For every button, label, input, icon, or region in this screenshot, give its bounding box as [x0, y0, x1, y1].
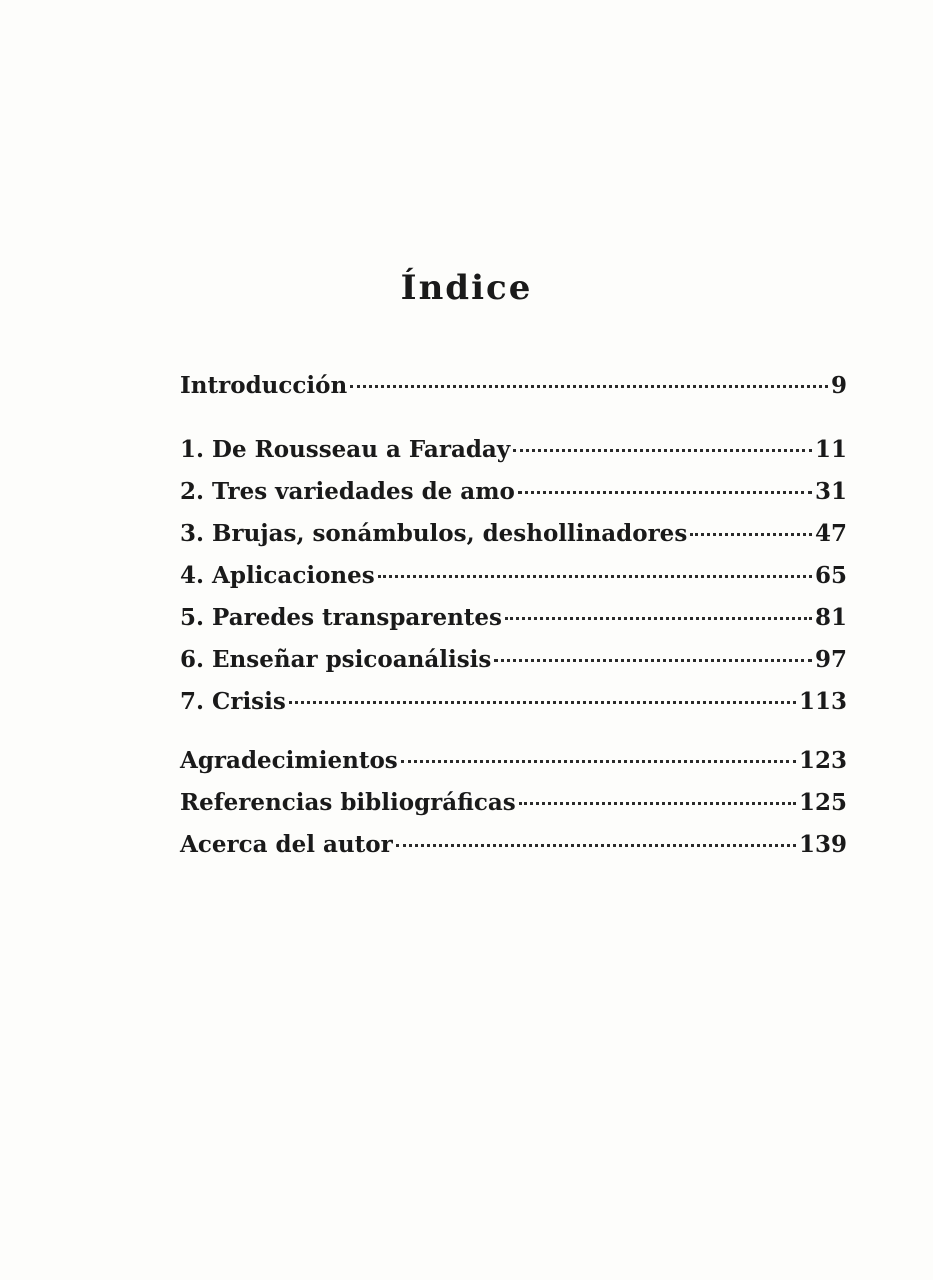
- toc-entry-page: 65: [814, 562, 847, 589]
- toc-entry-label: Introducción: [180, 372, 348, 399]
- toc-entry-label: 4. Aplicaciones: [180, 562, 375, 589]
- dot-leader: [289, 701, 796, 704]
- toc-entry-page: 139: [798, 831, 847, 858]
- dot-leader: [494, 659, 812, 662]
- toc-entry[interactable]: [180, 471, 847, 513]
- dot-leader: [350, 385, 828, 388]
- toc-entry-label: 2. Tres variedades de amo: [180, 478, 515, 505]
- toc-entry-label: Acerca del autor: [180, 831, 393, 858]
- toc-group-intro: [180, 365, 847, 407]
- toc-entry-label: Referencias bibliográficas: [180, 789, 516, 816]
- toc-entry-page: 9: [830, 372, 847, 399]
- dot-leader: [690, 533, 812, 536]
- dot-leader: [401, 760, 796, 763]
- dot-leader: [518, 491, 812, 494]
- toc-entry[interactable]: [180, 597, 847, 639]
- toc-entry-label: 3. Brujas, sonámbulos, deshollinadores: [180, 520, 688, 547]
- toc-entry-label: 7. Crisis: [180, 688, 286, 715]
- toc-entry[interactable]: [180, 365, 847, 407]
- toc-entry-page: 125: [798, 789, 847, 816]
- toc-entry-page: 123: [798, 747, 847, 774]
- toc-entry-label: 5. Paredes transparentes: [180, 604, 502, 631]
- toc-entry-page: 31: [814, 478, 847, 505]
- toc-entry-page: 11: [814, 436, 847, 463]
- page-title: Índice: [400, 268, 533, 308]
- toc-entry[interactable]: [180, 740, 847, 782]
- toc-entry[interactable]: [180, 824, 847, 866]
- toc-entry-label: Agradecimientos: [180, 747, 398, 774]
- toc-entry-page: 81: [814, 604, 847, 631]
- toc-entry[interactable]: [180, 555, 847, 597]
- toc-group-chapters: [180, 429, 847, 723]
- dot-leader: [396, 844, 796, 847]
- dot-leader: [513, 449, 812, 452]
- toc-entry-page: 47: [814, 520, 847, 547]
- toc-entry[interactable]: [180, 639, 847, 681]
- toc-entry[interactable]: [180, 513, 847, 555]
- toc-entry-page: 113: [798, 688, 847, 715]
- toc-group-back-matter: [180, 740, 847, 866]
- toc-entry[interactable]: [180, 782, 847, 824]
- toc-entry-label: 1. De Rousseau a Faraday: [180, 436, 511, 463]
- toc-entry[interactable]: [180, 429, 847, 471]
- dot-leader: [378, 575, 812, 578]
- toc-entry-page: 97: [814, 646, 847, 673]
- toc-entry[interactable]: [180, 681, 847, 723]
- dot-leader: [505, 617, 812, 620]
- toc-entry-label: 6. Enseñar psicoanálisis: [180, 646, 492, 673]
- dot-leader: [519, 802, 796, 805]
